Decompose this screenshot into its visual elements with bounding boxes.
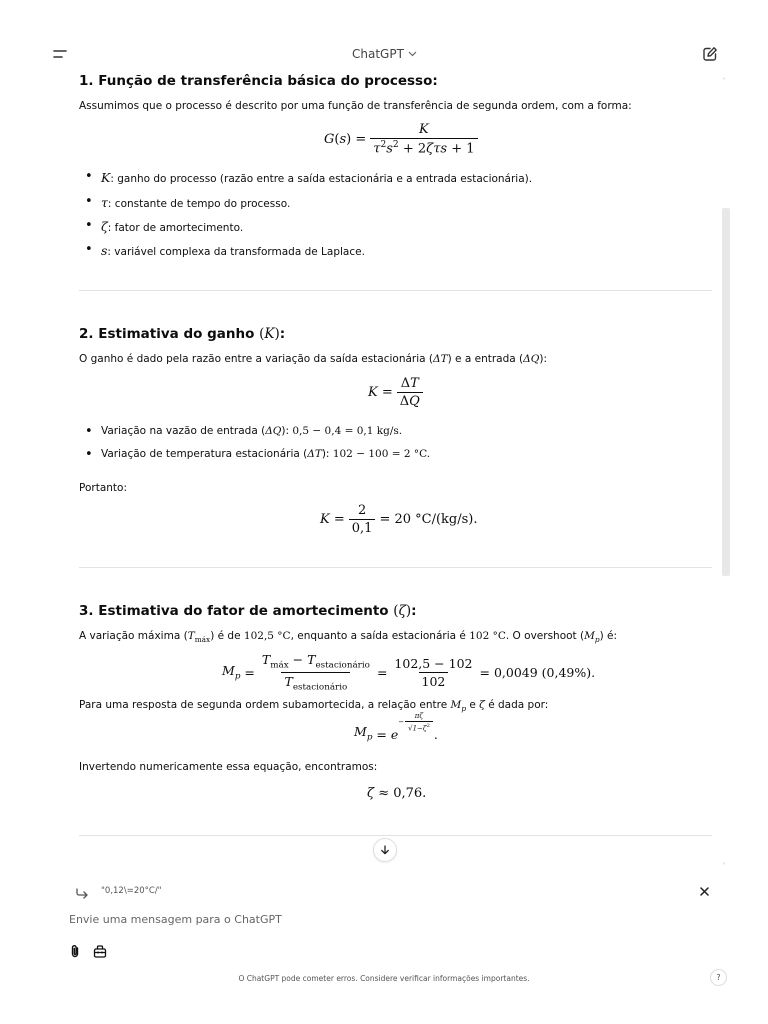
section-1-heading: 1. Função de transferência básica do processo:: [79, 73, 438, 89]
tools-button[interactable]: [92, 943, 108, 959]
edit-icon: [702, 46, 718, 62]
list-item: • Variação de temperatura estacionária (ΔT): 102 − 100 = 2 °C.: [101, 448, 430, 460]
model-name: ChatGPT: [352, 47, 404, 61]
list-item: • s: variável complexa da transformada de Laplace.: [101, 243, 365, 258]
zeta-result-formula: ζ ≈ 0,76.: [367, 786, 427, 801]
quote-reply-icon: [75, 885, 89, 904]
help-button[interactable]: [710, 969, 727, 986]
remove-quote-button[interactable]: [697, 884, 711, 898]
portanto-label: Portanto:: [79, 482, 127, 494]
chevron-down-icon: [408, 51, 417, 57]
scrollbar-arrow-down[interactable]: ˅: [722, 862, 726, 871]
divider: [79, 290, 712, 291]
scrollbar-thumb[interactable]: [722, 208, 730, 576]
new-chat-button[interactable]: [700, 44, 720, 64]
gain-result-formula: K = $\frac{2}{0,1}$ = 20 °C/(kg/s).: [320, 503, 478, 536]
help-icon: ?: [716, 973, 721, 982]
list-item: • Variação na vazão de entrada (ΔQ): 0,5 − 0,4 = 0,1 kg/s.: [101, 425, 402, 437]
section-3-heading: 3. Estimativa do fator de amortecimento (ζ):: [79, 603, 417, 619]
damping-relation-formula: $M_p$ = e − $\frac{\pi\zeta}{√1-\zeta^2}$ .: [354, 712, 438, 743]
list-item: • ζ: fator de amortecimento.: [101, 219, 243, 234]
overshoot-formula: $M_p$ = $\frac{T_{máx} - T_{estacionário}}{T_{estacionário}}$ = $\frac{102,5 - 102}{102}$ = 0,0049 (0,49%).: [222, 652, 596, 692]
gain-formula: K = $\frac{\Delta T}{\Delta Q}$: [368, 376, 427, 409]
close-icon: [700, 887, 709, 896]
list-item: • τ: constante de tempo do processo.: [101, 195, 290, 210]
divider: [79, 567, 712, 568]
quoted-text: "0,12\=20°C/": [101, 886, 162, 896]
arrow-down-icon: [380, 845, 390, 855]
section-3-line-3: Invertendo numericamente essa equação, encontramos:: [79, 761, 378, 773]
divider: [79, 835, 712, 836]
section-2-heading: 2. Estimativa do ganho (K):: [79, 326, 286, 342]
menu-icon: [52, 48, 68, 60]
message-input[interactable]: Envie uma mensagem para o ChatGPT: [69, 913, 282, 926]
attach-button[interactable]: [67, 943, 83, 959]
section-3-line-1: A variação máxima $(T_{máx})$ é de 102,5 °C, enquanto a saída estacionária é 102 °C. O overshoot $(M_p)$ é:: [79, 630, 617, 645]
section-1-intro: Assumimos que o processo é descrito por uma função de transferência de segunda ordem, com a forma:: [79, 100, 632, 112]
section-3-line-2: Para uma resposta de segunda ordem subamortecida, a relação entre $M_p$ e ζ é dada por:: [79, 699, 549, 714]
sidebar-toggle-button[interactable]: [50, 44, 70, 64]
disclaimer-text: O ChatGPT pode cometer erros. Considere verificar informações importantes.: [238, 974, 530, 983]
scroll-to-bottom-button[interactable]: [373, 838, 397, 862]
list-item: • K: ganho do processo (razão entre a saída estacionária e a entrada estacionária).: [101, 170, 532, 185]
scrollbar-arrow-up[interactable]: ˄: [722, 77, 726, 86]
paperclip-icon: [69, 944, 81, 958]
toolbox-icon: [93, 945, 107, 958]
section-2-intro: O ganho é dado pela razão entre a variação da saída estacionária (ΔT) e a entrada (ΔQ):: [79, 353, 547, 365]
transfer-function-formula: G ( s ) = $\frac{K}{\tau^2s^2 + 2\zeta\tau s + 1}$: [324, 122, 482, 156]
model-selector[interactable]: [352, 47, 417, 61]
